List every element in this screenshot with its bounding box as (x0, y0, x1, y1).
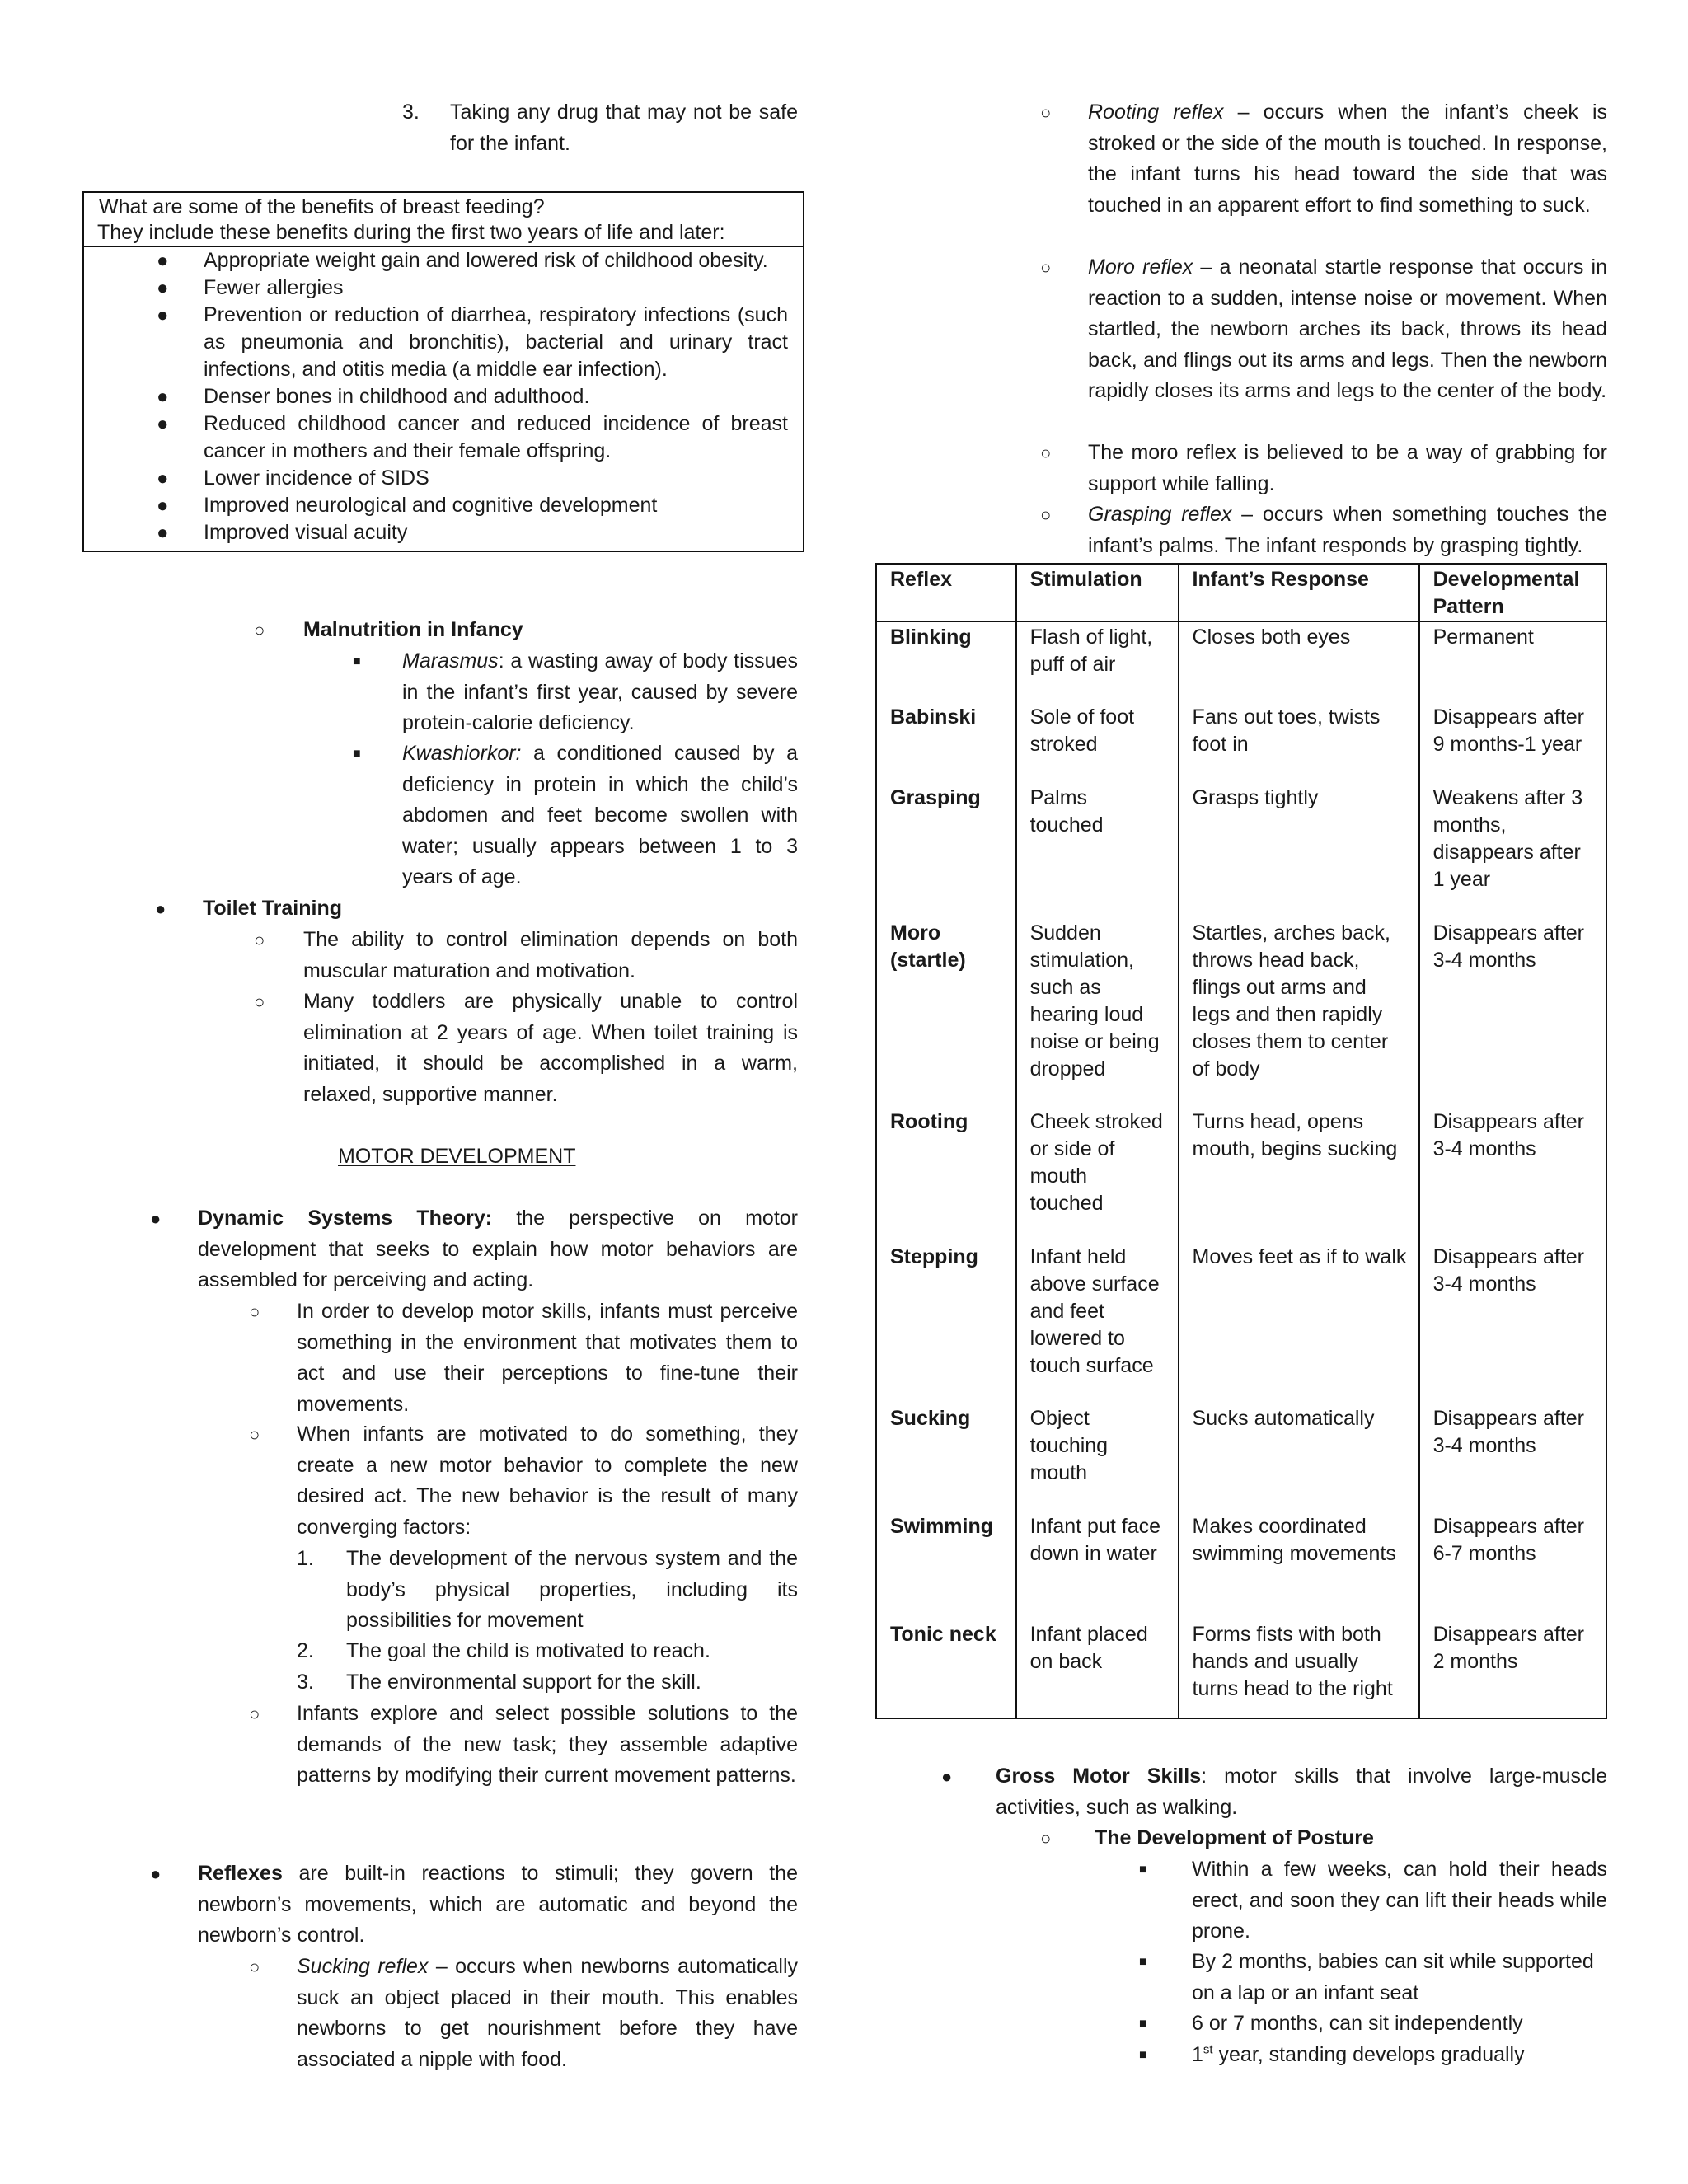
table-row (876, 783, 1606, 918)
circle-bullet-icon: ○ (1040, 443, 1052, 463)
table-cell: Sole of foot stroked (1016, 702, 1179, 783)
column-header: Stimulation (1016, 564, 1179, 621)
square-bullet-icon: ■ (1139, 1955, 1147, 1969)
moro-reflex-item (1040, 252, 1607, 407)
table-cell: Babinski (876, 702, 1016, 783)
table-row (876, 1107, 1606, 1242)
list-item: ● Prevention or reduction of diarrhea, respiratory infections (such as pneumonia and bronchitis), bacterial and urinary tract infections, and otitis media (a middle ear infection). (157, 303, 788, 381)
column-header: Reflex (876, 564, 1016, 621)
table-cell: Infant placed on back (1016, 1619, 1179, 1718)
list-item: ● Lower incidence of SIDS (84, 465, 803, 492)
circle-bullet-icon: ○ (249, 1704, 260, 1724)
reflex-table (875, 563, 1607, 1719)
grasping-reflex-definition: – occurs when something touches the infant’s palms. The infant responds by grasping tightly. (1088, 503, 1607, 557)
bullet-icon: ● (155, 898, 166, 919)
rooting-reflex-definition: – occurs when the infant’s cheek is stroked or the side of the mouth is touched. In response, the infant turns his head toward the side that was touched in an apparent effort to find something to suck. (1088, 101, 1608, 217)
bullet-icon: ● (150, 1863, 162, 1884)
posture-section (1040, 1823, 1607, 1854)
list-item: ○ In order to develop motor skills, infants must perceive something in the environment that motivates them to act and use their perceptions to fine-tune their movements. (249, 1296, 798, 1420)
dynamic-systems-definition: the perspective on motor development that seeks to explain how motor behaviors are assembled for perceiving and acting. (198, 1207, 799, 1291)
table-cell: Closes both eyes (1179, 621, 1419, 702)
malnutrition-section (254, 615, 798, 646)
list-item: ■ By 2 months, babies can sit while supported on a lap or an infant seat (1139, 1947, 1607, 2008)
posture-heading: The Development of Posture (1095, 1826, 1374, 1849)
list-item: ● Fewer allergies (84, 274, 803, 302)
dynamic-systems-item (150, 1203, 798, 1296)
table-row (876, 918, 1606, 1107)
square-bullet-icon: ■ (353, 747, 361, 761)
table-cell: Weakens after 3 months, disappears after 1 year (1419, 783, 1606, 918)
gross-motor-item (941, 1761, 1607, 1823)
square-bullet-icon: ■ (1139, 2017, 1147, 2031)
square-bullet-icon: ■ (1139, 1863, 1147, 1877)
table-cell: Infant put face down in water (1016, 1511, 1179, 1619)
reflexes-item (150, 1858, 798, 1952)
grasping-reflex-item (1040, 499, 1607, 561)
moro-reflex-term: Moro reflex (1088, 255, 1193, 279)
table-header-row (876, 564, 1606, 621)
marasmus-definition: : a wasting away of body tissues in the infant’s first year, caused by severe protein-calorie deficiency. (402, 649, 798, 734)
bullet-icon: ● (157, 494, 169, 517)
table-cell: Palms touched (1016, 783, 1179, 918)
sucking-reflex-item (249, 1952, 798, 2075)
moro-reflex-definition: – a neonatal startle response that occurs in reaction to a sudden, intense noise or movement. When startled, the newborn arches its back, throws its head back, and flings out its arms and legs. Then the newborn rapidly closes its arms and legs to the center of the body. (1088, 255, 1607, 402)
rooting-reflex-term: Rooting reflex (1088, 101, 1224, 124)
table-row (876, 1619, 1606, 1718)
table-cell: Stepping (876, 1242, 1016, 1404)
table-row (876, 1511, 1606, 1619)
table-cell: Cheek stroked or side of mouth touched (1016, 1107, 1179, 1242)
bullet-icon: ● (150, 1208, 162, 1229)
numbered-item (402, 97, 798, 159)
bullet-icon: ● (157, 250, 169, 272)
motor-development-heading: MOTOR DEVELOPMENT (338, 1145, 576, 1168)
sucking-reflex-definition: – occurs when newborns automatically suck an object placed in their mouth. This enables newborns to get nourishment before they have associated a nipple with food. (297, 1955, 798, 2071)
circle-bullet-icon: ○ (249, 1424, 260, 1445)
list-item: ■ Within a few weeks, can hold their heads erect, and soon they can lift their heads while prone. (1139, 1854, 1607, 1947)
table-row (876, 621, 1606, 702)
table-cell: Disappears after 9 months-1 year (1419, 702, 1606, 783)
kwashiorkor-term: Kwashiorkor: (402, 742, 522, 765)
bullet-icon: ● (157, 522, 169, 544)
list-item: ● Denser bones in childhood and adulthood. (84, 383, 803, 410)
sucking-reflex-term: Sucking reflex (297, 1955, 429, 1978)
table-cell: Swimming (876, 1511, 1016, 1619)
toilet-training-section (155, 893, 798, 925)
table-row (876, 1242, 1606, 1404)
table-cell: Moro (startle) (876, 918, 1016, 1107)
table-cell: Tonic neck (876, 1619, 1016, 1718)
benefits-box-header (84, 193, 803, 247)
toilet-training-heading: Toilet Training (203, 897, 342, 920)
table-cell: Infant held above surface and feet lowered to touch surface (1016, 1242, 1179, 1404)
bullet-icon: ● (157, 386, 169, 408)
benefits-subtitle: They include these benefits during the first two years of life and later: (97, 221, 725, 244)
list-item: ○ The moro reflex is believed to be a way of grabbing for support while falling. (1040, 438, 1607, 499)
list-item: ● Appropriate weight gain and lowered risk of childhood obesity. (84, 247, 803, 274)
circle-bullet-icon: ○ (254, 991, 265, 1012)
item-text: Taking any drug that may not be safe for the infant. (450, 101, 798, 155)
list-item: ■ 1st year, standing develops gradually (1139, 2040, 1607, 2071)
grasping-reflex-term: Grasping reflex (1088, 503, 1232, 526)
table-cell: Moves feet as if to walk (1179, 1242, 1419, 1404)
list-item: ○ The ability to control elimination depends on both muscular maturation and motivation. (254, 925, 798, 987)
circle-bullet-icon: ○ (254, 930, 265, 950)
table-cell: Disappears after 3-4 months (1419, 1242, 1606, 1404)
item-number: 3. (297, 1671, 314, 1694)
kwashiorkor-item (353, 738, 798, 893)
list-item: ● Improved neurological and cognitive development (84, 492, 803, 519)
numbered-item: 1. The development of the nervous system and the body’s physical properties, including its possibilities for movement (297, 1544, 798, 1637)
table-cell: Grasps tightly (1179, 783, 1419, 918)
circle-bullet-icon: ○ (1040, 257, 1052, 278)
list-item: ○ Many toddlers are physically unable to control elimination at 2 years of age. When toilet training is initiated, it should be accomplished in a warm, relaxed, supportive manner. (254, 987, 798, 1110)
benefits-box (82, 191, 804, 552)
item-number: 1. (297, 1547, 314, 1570)
table-cell: Disappears after 2 months (1419, 1619, 1606, 1718)
numbered-item: 3. The environmental support for the skill. (297, 1667, 798, 1699)
table-cell: Object touching mouth (1016, 1404, 1179, 1511)
circle-bullet-icon: ○ (1040, 1828, 1052, 1849)
marasmus-item (353, 646, 798, 739)
reflexes-term: Reflexes (198, 1862, 283, 1885)
table-cell: Startles, arches back, throws head back, flings out arms and legs and then rapidly closes them to center of body (1179, 918, 1419, 1107)
circle-bullet-icon: ○ (1040, 102, 1052, 123)
table-cell: Disappears after 6-7 months (1419, 1511, 1606, 1619)
benefits-question: What are some of the benefits of breast feeding? (99, 195, 545, 218)
table-cell: Disappears after 3-4 months (1419, 1107, 1606, 1242)
list-item: ● Improved visual acuity (84, 519, 803, 546)
table-cell: Disappears after 3-4 months (1419, 918, 1606, 1107)
marasmus-term: Marasmus (402, 649, 499, 673)
table-cell: Sucks automatically (1179, 1404, 1419, 1511)
list-item: ○ Infants explore and select possible solutions to the demands of the new task; they assemble adaptive patterns by modifying their current movement patterns. (249, 1699, 798, 1792)
dynamic-systems-term: Dynamic Systems Theory: (198, 1207, 493, 1230)
reflexes-definition: are built-in reactions to stimuli; they govern the newborn’s movements, which are automatic and beyond the newborn’s control. (198, 1862, 798, 1947)
list-item: ○ When infants are motivated to do something, they create a new motor behavior to complete the new desired act. The new behavior is the result of many converging factors: (249, 1419, 798, 1543)
kwashiorkor-definition: a conditioned caused by a deficiency in protein in which the child’s abdomen and feet become swollen with water; usually appears between 1 to 3 years of age. (402, 742, 798, 888)
table-cell: Fans out toes, twists foot in (1179, 702, 1419, 783)
table-cell: Blinking (876, 621, 1016, 702)
circle-bullet-icon: ○ (254, 620, 265, 640)
item-number: 2. (297, 1639, 314, 1662)
malnutrition-heading: Malnutrition in Infancy (303, 618, 523, 641)
table-row (876, 1404, 1606, 1511)
circle-bullet-icon: ○ (249, 1301, 260, 1322)
table-cell: Flash of light, puff of air (1016, 621, 1179, 702)
table-cell: Permanent (1419, 621, 1606, 702)
item-number: 3. (402, 101, 420, 124)
circle-bullet-icon: ○ (1040, 504, 1052, 525)
table-cell: Grasping (876, 783, 1016, 918)
table-row (876, 702, 1606, 783)
bullet-icon: ● (157, 413, 169, 435)
table-cell: Sucking (876, 1404, 1016, 1511)
benefits-list (84, 247, 803, 546)
square-bullet-icon: ■ (353, 654, 361, 668)
table-cell: Makes coordinated swimming movements (1179, 1511, 1419, 1619)
list-item: ● Reduced childhood cancer and reduced incidence of breast cancer in mothers and their female offspring. (157, 412, 788, 462)
gross-motor-term: Gross Motor Skills (996, 1765, 1202, 1788)
table-cell: Disappears after 3-4 months (1419, 1404, 1606, 1511)
table-cell: Sudden stimulation, such as hearing loud noise or being dropped (1016, 918, 1179, 1107)
bullet-icon: ● (157, 304, 169, 326)
rooting-reflex-item (1040, 97, 1607, 221)
table-cell: Forms fists with both hands and usually turns head to the right (1179, 1619, 1419, 1718)
numbered-item: 2. The goal the child is motivated to reach. (297, 1636, 798, 1667)
bullet-icon: ● (941, 1766, 953, 1787)
list-item: ■ 6 or 7 months, can sit independently (1139, 2008, 1607, 2040)
column-header: Infant’s Response (1179, 564, 1419, 621)
bullet-icon: ● (157, 277, 169, 299)
table-cell: Rooting (876, 1107, 1016, 1242)
column-header: Developmental Pattern (1419, 564, 1606, 621)
table-cell: Turns head, opens mouth, begins sucking (1179, 1107, 1419, 1242)
gross-motor-definition: : motor skills that involve large-muscle activities, such as walking. (996, 1765, 1607, 1819)
circle-bullet-icon: ○ (249, 1957, 260, 1977)
bullet-icon: ● (157, 467, 169, 490)
square-bullet-icon: ■ (1139, 2048, 1147, 2062)
